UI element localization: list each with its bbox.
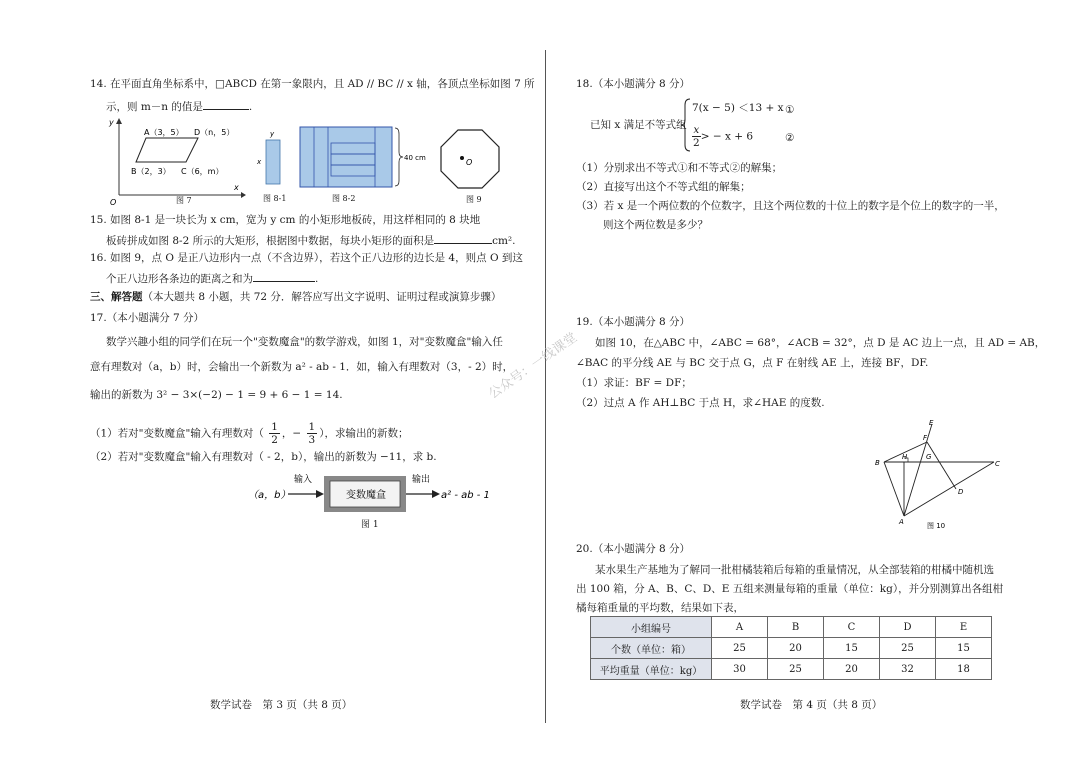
q19-sub1: （1）求证：BF = DF； — [576, 377, 692, 389]
table-cell: 25 — [712, 638, 768, 659]
q18-mark-2: ② — [785, 132, 795, 144]
fig8-1-y: y — [270, 130, 275, 138]
fig1-input-label: 输入 — [294, 475, 313, 485]
point-o — [460, 156, 464, 160]
q20-para2: 出 100 箱，分 A、B、C、D、E 五组来测量每箱的重量（单位：kg），并分别测算出各组柑 — [576, 583, 1004, 595]
fig10-label-h: H — [902, 453, 908, 461]
q17-frac2-num: 1 — [308, 421, 316, 433]
q17-para1: 数学兴趣小组的同学们在玩一个"变数魔盒"的数学游戏，如图 1，对"变数魔盒"输入任 — [106, 336, 503, 348]
q16-answer-blank — [253, 270, 315, 282]
figure-9 — [438, 127, 502, 191]
fig1-input-pair: （a，b） — [248, 490, 291, 501]
fig10-label-f: F — [923, 434, 928, 442]
fig10-label-c: C — [995, 460, 1000, 468]
q15-end: cm². — [492, 235, 516, 247]
q18-inequality-2 — [692, 124, 753, 149]
q19-para1: 如图 10，在△ABC 中，∠ABC = 68°，∠ACB = 32°，点 D 是 AC 边上一点，且 AD = AB， — [595, 337, 1046, 349]
q20-table — [590, 616, 992, 680]
q20-para1: 某水果生产基地为了解同一批柑橘装箱后每箱的重量情况，从全部装箱的柑橘中随机选 — [595, 564, 994, 576]
table-cell: 32 — [880, 659, 936, 680]
q17-frac1-num: 1 — [271, 421, 278, 433]
q18-frac — [692, 124, 701, 149]
q17-frac2-den: 3 — [308, 434, 316, 446]
q17-sub1-a: （1）若对"变数魔盒"输入有理数对（ — [90, 427, 264, 440]
q14-line1: 14. 在平面直角坐标系中，□ABCD 在第一象限内，且 AD // BC // x 轴，各顶点坐标如图 7 所 — [90, 78, 535, 90]
fig7-origin: O — [110, 198, 117, 207]
fig7-point-c: C（6，m） — [181, 167, 224, 176]
q20-head: 20.（本小题满分 8 分） — [576, 543, 691, 555]
fig1-output-expr: a² - ab - 1 — [441, 490, 490, 501]
q17-para3: 输出的新数为 3² − 3×(−2) − 1 = 9 + 6 − 1 = 14. — [90, 389, 343, 401]
q17-para2: 意有理数对（a，b）时，会输出一个新数为 a² - ab - 1．如，输入有理数对（3，- 2）时， — [90, 361, 514, 373]
q18-inequality-1: 7(x − 5) ＜13 + x — [692, 102, 784, 114]
fig8-1-x: x — [257, 158, 262, 166]
fig7-y-label: y — [109, 118, 114, 127]
fig10-label-g: G — [926, 453, 932, 461]
q14-answer-blank — [203, 98, 249, 110]
q14-line2 — [106, 98, 252, 114]
q18-ineq2-rest: > − x + 6 — [700, 130, 754, 143]
table-cell: 18 — [936, 659, 992, 680]
q18-head: 18.（本小题满分 8 分） — [576, 78, 691, 90]
q19-para2: ∠BAC 的平分线 AE 与 BC 交于点 G，点 F 在射线 AE 上，连接 BF，DF. — [576, 357, 929, 369]
table-cell: 25 — [768, 659, 824, 680]
q15-text: 板砖拼成如图 8-2 所示的大矩形，根据图中数据，每块小矩形的面积是 — [106, 235, 435, 247]
section-3-desc: （本大题共 8 小题，共 72 分．解答应写出文字说明、证明过程或演算步骤） — [142, 291, 502, 303]
q17-sep: ，− — [281, 427, 302, 440]
q17-frac1 — [269, 421, 280, 446]
fig8-1-caption: 图 8-1 — [263, 194, 287, 203]
parallelogram-abcd — [136, 138, 198, 162]
q17-sub2: （2）若对"变数魔盒"输入有理数对（ - 2，b），输出的新数为 −11，求 b. — [90, 451, 437, 463]
q17-frac2 — [307, 421, 318, 446]
table-header-cell: 小组编号 — [591, 617, 712, 638]
fig7-point-b: B（2，3） — [131, 167, 171, 176]
table-cell: 25 — [880, 638, 936, 659]
q18-mark-1: ① — [785, 104, 795, 116]
fig7-caption: 图 7 — [176, 196, 192, 205]
q16-line1: 16. 如图 9，点 O 是正八边形内一点（不含边界），若这个正八边形的边长是 4，则点 O 到这 — [90, 252, 523, 264]
table-cell: A — [712, 617, 768, 638]
fig8-2-caption: 图 8-2 — [332, 194, 356, 203]
q20-para3: 橘每箱重量的平均数，结果如下表， — [576, 602, 744, 614]
table-cell: D — [880, 617, 936, 638]
q15-line2 — [106, 232, 515, 248]
q14-end: . — [248, 101, 253, 113]
q17-frac1-den: 2 — [271, 434, 278, 446]
table-cell: C — [824, 617, 880, 638]
q16-text: 个正八边形各条边的距离之和为 — [106, 273, 253, 285]
table-cell: 15 — [824, 638, 880, 659]
table-cell: E — [936, 617, 992, 638]
q18-system-brace — [680, 97, 692, 153]
q18-sub3b: 则这个两位数是多少？ — [603, 219, 708, 231]
table-cell: 20 — [768, 638, 824, 659]
fig1-caption: 图 1 — [361, 520, 379, 530]
q16-line2 — [106, 270, 318, 286]
right-footer: 数学试卷 第 4 页（共 8 页） — [740, 699, 883, 711]
fig7-x-label: x — [234, 183, 239, 192]
fig10-label-a: A — [899, 518, 904, 526]
q18-lead: 已知 x 满足不等式组 — [590, 119, 687, 131]
table-row — [591, 659, 992, 680]
q17-head: 17.（本小题满分 7 分） — [90, 312, 205, 324]
figure-1-magic-box — [248, 470, 510, 530]
q19-sub2: （2）过点 A 作 AH⊥BC 于点 H，求∠HAE 的度数. — [576, 397, 825, 409]
fig10-label-b: B — [875, 459, 880, 467]
fig7-point-a: A（3，5） — [144, 128, 184, 137]
q18-frac-num: x — [693, 124, 700, 136]
fig10-caption: 图 10 — [927, 522, 946, 530]
table-header-cell: 个数（单位：箱） — [591, 638, 712, 659]
figure-8-2 — [298, 124, 428, 190]
q17-sub1-b: ），求输出的新数； — [319, 427, 409, 440]
fig10-label-d: D — [958, 488, 964, 496]
table-cell: 30 — [712, 659, 768, 680]
table-row — [591, 638, 992, 659]
table-cell: 20 — [824, 659, 880, 680]
fig9-point-label: O — [466, 158, 473, 167]
figure-10 — [872, 416, 1004, 532]
q16-end: . — [315, 273, 319, 285]
q18-sub1: （1）分别求出不等式①和不等式②的解集； — [576, 162, 783, 174]
fig10-label-e: E — [929, 419, 934, 427]
q18-sub3a: （3）若 x 是一个两位数的个位数字，且这个两位数的十位上的数字是个位上的数字的一半， — [576, 200, 1005, 212]
fig1-box-label: 变数魔盒 — [346, 490, 386, 501]
fig1-output-label: 输出 — [412, 475, 431, 485]
section-3-title: 三、解答题 — [90, 291, 143, 303]
table-row — [591, 617, 992, 638]
fig7-point-d: D（n，5） — [194, 128, 235, 137]
table-cell: B — [768, 617, 824, 638]
q15-line1: 15. 如图 8-1 是一块长为 x cm，宽为 y cm 的小矩形地板砖，用这样相同的 8 块地 — [90, 214, 481, 226]
section-3-heading — [90, 290, 501, 304]
fig9-caption: 图 9 — [466, 195, 482, 204]
q17-sub1 — [90, 421, 408, 446]
q18-sub2: （2）直接写出这个不等式组的解集； — [576, 181, 751, 193]
table-cell: 15 — [936, 638, 992, 659]
left-footer: 数学试卷 第 3 页（共 8 页） — [210, 699, 353, 711]
watermark: 公众号：一线课堂 — [486, 330, 581, 403]
q14-text: 示，则 m－n 的值是 — [106, 101, 203, 113]
figure-8-1 — [254, 128, 284, 190]
q15-answer-blank — [434, 232, 492, 244]
page-divider — [545, 50, 546, 723]
fig8-2-dimension: 40 cm — [404, 154, 426, 162]
table-header-cell: 平均重量（单位：kg） — [591, 659, 712, 680]
q19-head: 19.（本小题满分 8 分） — [576, 316, 691, 328]
q18-frac-den: 2 — [693, 137, 700, 149]
